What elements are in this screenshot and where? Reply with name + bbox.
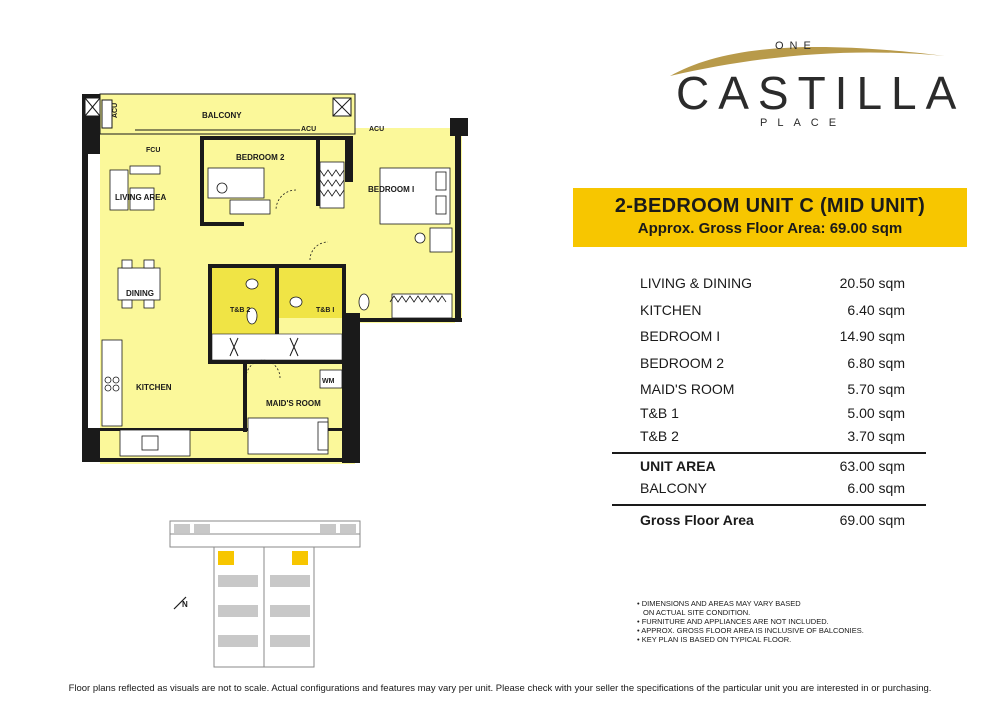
area-value-maids-room: 5.70 sqm — [847, 381, 905, 397]
note-line: • APPROX. GROSS FLOOR AREA IS INCLUSIVE OF BALCONIES. — [637, 626, 864, 635]
key-plan-highlighted-unit — [292, 551, 308, 565]
area-value-tb1: 5.00 sqm — [847, 405, 905, 421]
unit-title-banner — [573, 188, 967, 247]
label-bedroom-2: BEDROOM 2 — [236, 153, 285, 162]
table-divider — [612, 452, 926, 454]
north-label: N — [182, 600, 188, 609]
unit-title: 2-BEDROOM UNIT C (MID UNIT) — [614, 195, 926, 217]
gross-floor-area-value: 69.00 sqm — [839, 512, 905, 528]
area-value-kitchen: 6.40 sqm — [847, 302, 905, 318]
note-line: • DIMENSIONS AND AREAS MAY VARY BASED — [637, 599, 801, 608]
area-value-bedroom-1: 14.90 sqm — [839, 328, 905, 344]
note-line: • KEY PLAN IS BASED ON TYPICAL FLOOR. — [637, 635, 792, 644]
gross-floor-area-subtitle: Approx. Gross Floor Area: 69.00 sqm — [637, 220, 903, 237]
note-line: ON ACTUAL SITE CONDITION. — [643, 608, 751, 617]
unit-area-label: UNIT AREA — [640, 458, 716, 474]
area-label-bedroom-1: BEDROOM I — [640, 328, 721, 344]
label-acu-balcony: ACU — [301, 126, 317, 133]
label-wm: WM — [322, 378, 335, 385]
label-kitchen: KITCHEN — [136, 383, 172, 392]
label-tb1: T&B I — [316, 307, 335, 314]
logo-place-text: PLACE — [760, 117, 847, 129]
label-bedroom-1: BEDROOM I — [368, 185, 415, 194]
footer-disclaimer: Floor plans reflected as visuals are not to scale. Actual configurations and features may vary per unit. Please check with your seller the specifications of the particular unit you are interested in or purchasing. — [68, 683, 932, 694]
area-label-kitchen: KITCHEN — [640, 302, 702, 318]
floor-plan — [80, 88, 415, 463]
area-value-living-dining: 20.50 sqm — [839, 275, 905, 291]
note-line: • FURNITURE AND APPLIANCES ARE NOT INCLUDED. — [637, 617, 829, 626]
area-value-tb2: 3.70 sqm — [847, 428, 905, 444]
label-acu-bedroom: ACU — [369, 126, 385, 133]
area-label-maids-room: MAID'S ROOM — [640, 381, 735, 397]
logo-castilla-text: CASTILLA — [676, 67, 966, 119]
table-divider — [612, 504, 926, 506]
area-label-tb2: T&B 2 — [640, 428, 679, 444]
area-label-tb1: T&B 1 — [640, 405, 679, 421]
label-balcony: BALCONY — [202, 111, 242, 120]
logo-one-text: ONE — [775, 40, 817, 52]
label-tb2: T&B 2 — [230, 307, 251, 314]
key-plan-units — [174, 524, 356, 647]
label-maids-room: MAID'S ROOM — [266, 399, 321, 408]
label-living-area: LIVING AREA — [115, 193, 167, 202]
gross-floor-area-label: Gross Floor Area — [640, 512, 754, 528]
label-dining: DINING — [126, 289, 154, 298]
area-label-bedroom-2: BEDROOM 2 — [640, 355, 725, 371]
north-arrow-icon — [174, 597, 188, 609]
balcony-area-value: 6.00 sqm — [847, 480, 905, 496]
label-acu-left: ACU — [112, 102, 119, 118]
disclaimer-notes — [637, 599, 864, 644]
area-label-living-dining: LIVING & DINING — [640, 275, 753, 291]
key-plan — [160, 515, 370, 675]
area-value-bedroom-2: 6.80 sqm — [847, 355, 905, 371]
unit-area-value: 63.00 sqm — [839, 458, 905, 474]
key-plan-building-outline — [170, 521, 360, 667]
key-plan-highlighted-unit — [218, 551, 234, 565]
label-fcu: FCU — [146, 147, 161, 154]
balcony-area-label: BALCONY — [640, 480, 707, 496]
